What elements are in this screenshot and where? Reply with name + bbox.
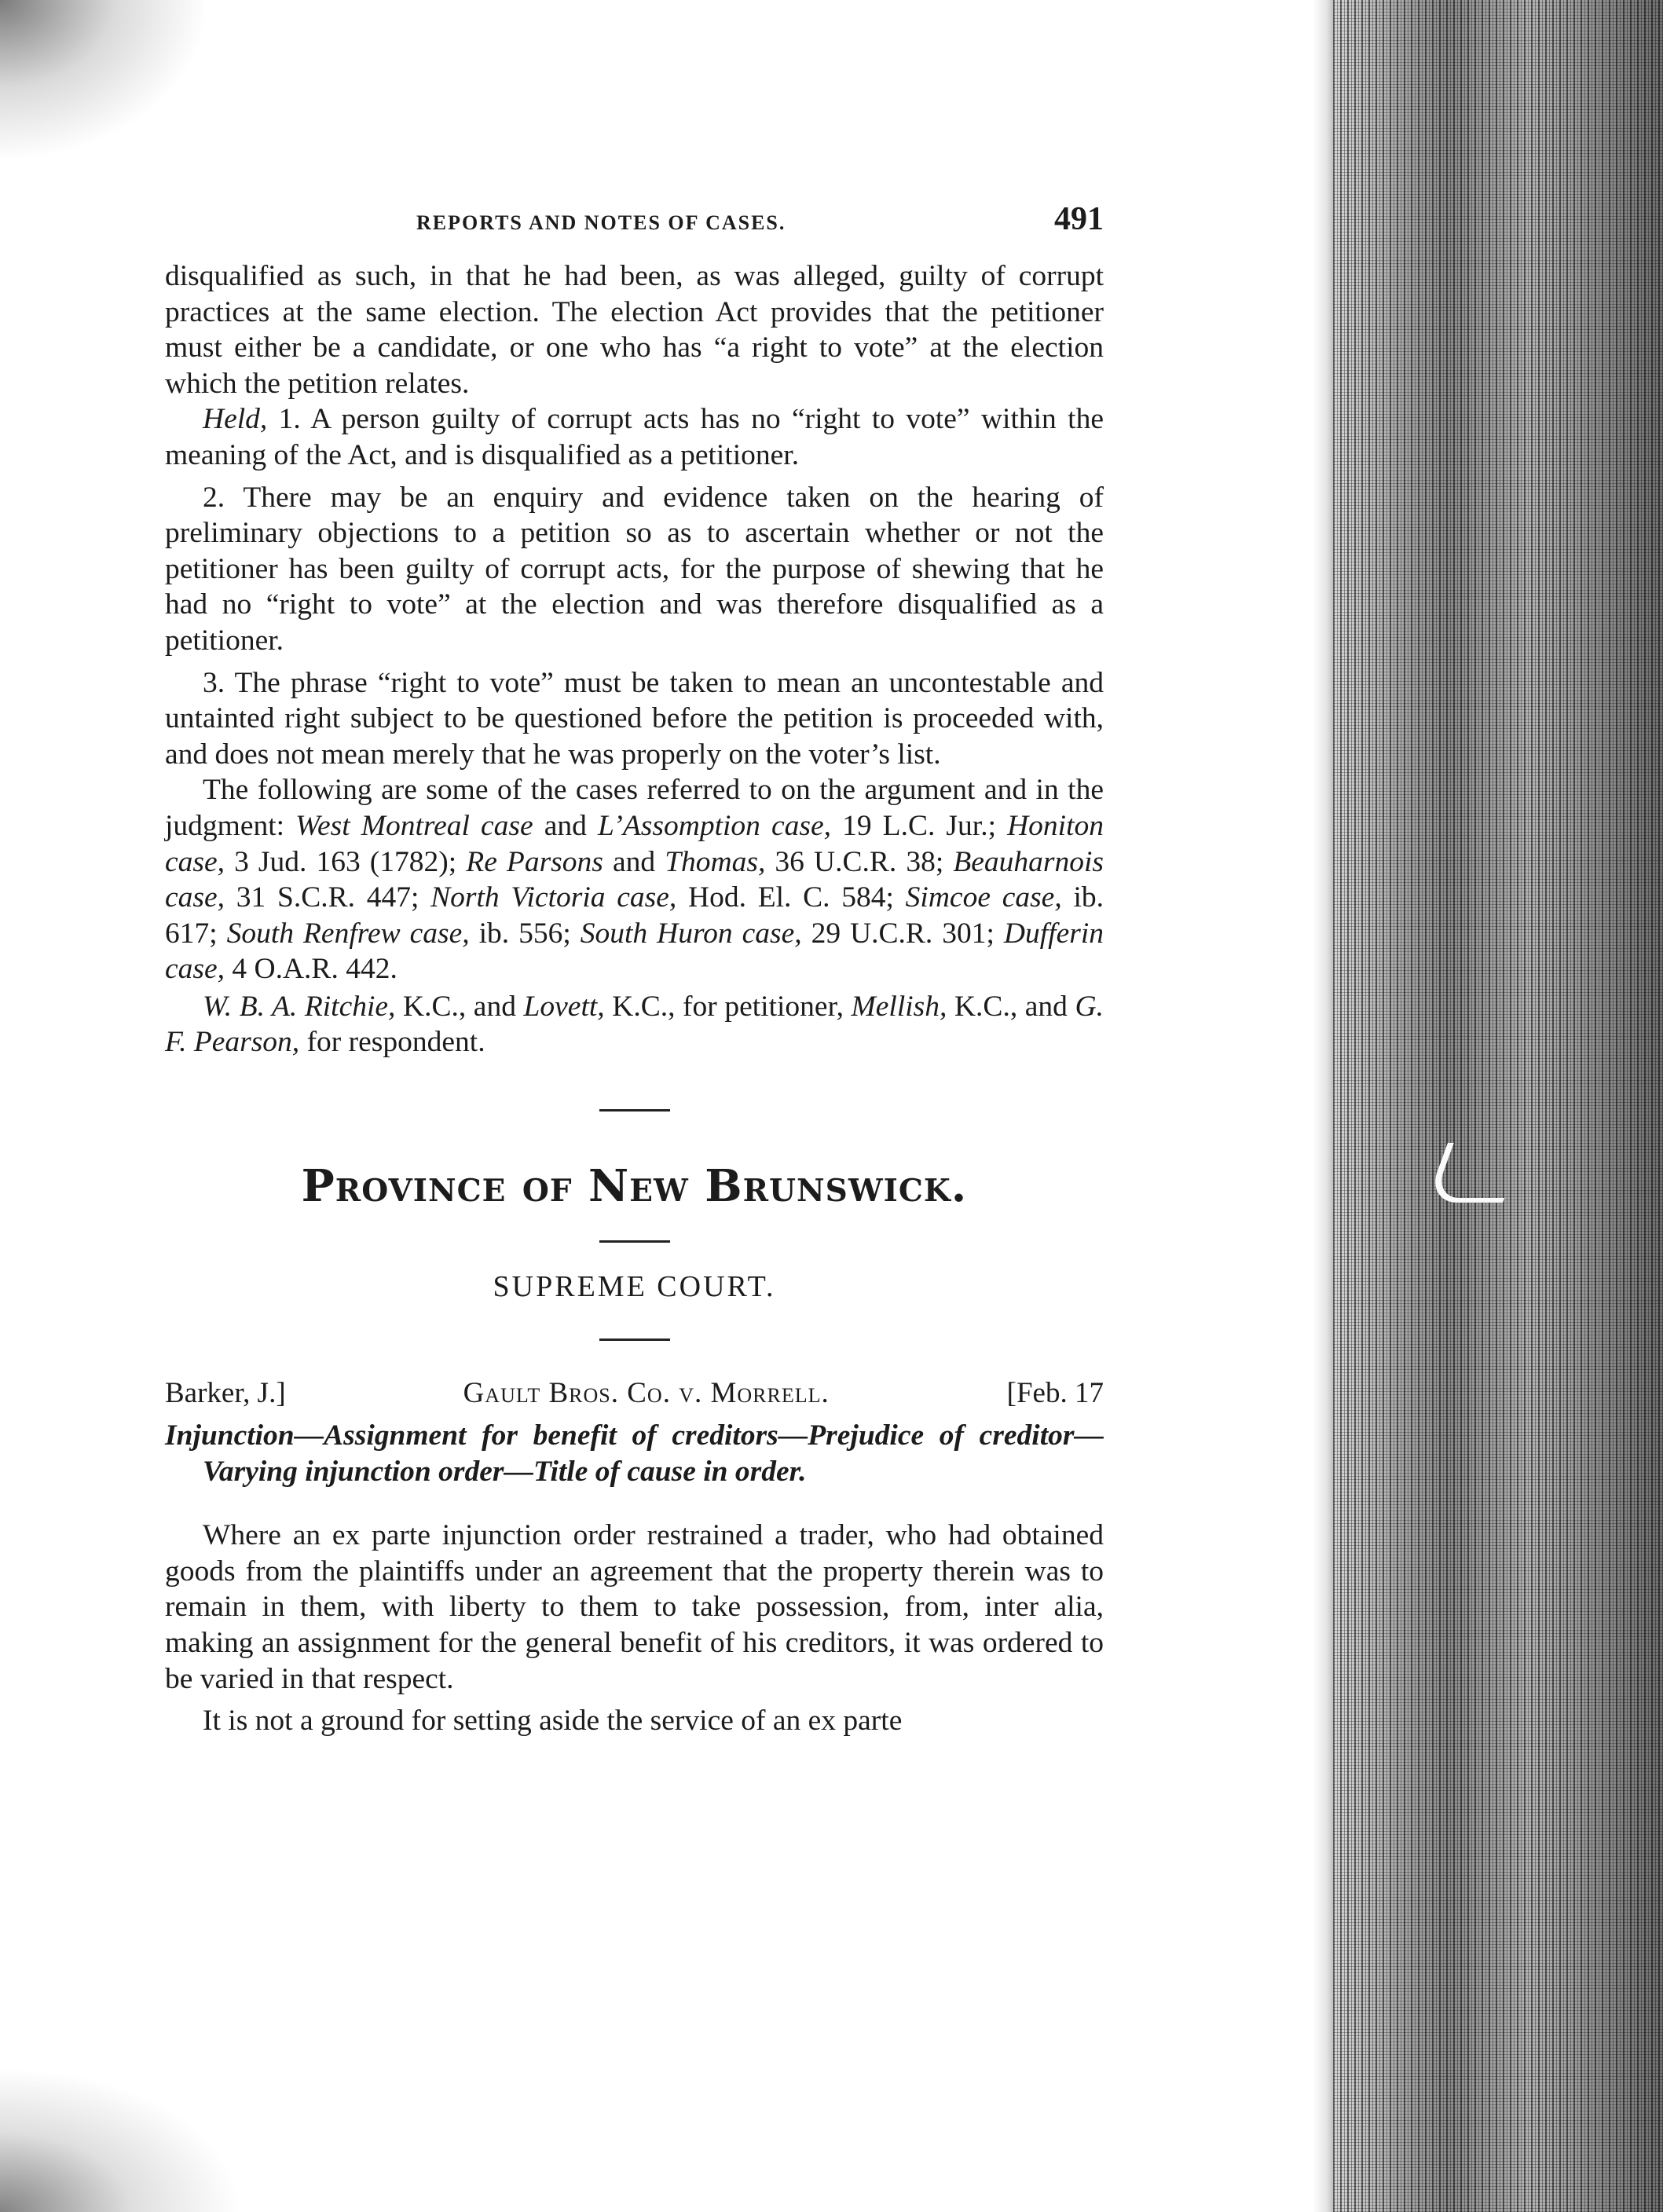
case-report-body: [165, 1518, 1104, 1739]
case-caption: [165, 1375, 1104, 1412]
scan-shadow-bottom-left: [0, 2071, 236, 2212]
case-citation: North Victoria case,: [430, 881, 677, 914]
document-page: [165, 200, 1104, 1739]
paragraph-cases-cited: [165, 772, 1104, 987]
counsel-text: K.C., and: [947, 990, 1075, 1023]
scanner-bed-edge: [1333, 0, 1663, 2212]
case-citation: L’Assomption case,: [597, 809, 831, 842]
case-citation: South Huron case,: [580, 917, 802, 950]
citation-text: 4 O.A.R. 442.: [225, 953, 397, 986]
section-rule: [599, 1109, 670, 1111]
paragraph-ex-parte-service: It is not a ground for setting aside the service of an ex parte: [203, 1705, 903, 1738]
citation-text: Hod. El. C. 584;: [676, 881, 906, 914]
case-citation: Thomas,: [665, 845, 766, 878]
counsel-name: Lovett,: [523, 990, 605, 1023]
case-citation: West Montreal case: [295, 809, 533, 842]
section-rule: [599, 1339, 670, 1341]
paragraph-held: [165, 401, 1104, 473]
citation-text: ib. 556;: [469, 917, 581, 950]
case-report-continued: [165, 258, 1104, 1060]
headnote: Injunction—Assignment for benefit of creditors—Prejudice of creditor—Varying injunction order—Title of cause in order.: [165, 1419, 1104, 1488]
case-parties: Gault Bros. Co. v. Morrell.: [463, 1377, 830, 1410]
counsel-text: for respondent.: [299, 1026, 485, 1059]
citation-text: 29 U.C.R. 301;: [801, 917, 1004, 950]
citation-text: and: [533, 809, 598, 842]
citation-text: and: [603, 845, 665, 878]
cases-intro: The following are some of the cases referred to on the argument and in the judgment:: [165, 774, 1104, 842]
case-citation: Dufferin case,: [165, 917, 1104, 986]
counsel-name: G. F. Pearson,: [165, 990, 1104, 1059]
paragraph-disqualified: disqualified as such, in that he had been, as was alleged, guilty of corrupt practices at the same election. The election Act provides that the petitioner must either be a candidate, or one who has “a right to vote” at the election which the petition relates.: [165, 260, 1104, 400]
case-judge: Barker, J.]: [165, 1377, 286, 1410]
court-heading: SUPREME COURT.: [493, 1270, 776, 1304]
counsel-text: K.C., for petitioner,: [604, 990, 852, 1023]
section-rule: [599, 1240, 670, 1243]
citation-text: 3 Jud. 163 (1782);: [225, 845, 467, 878]
case-citation: Beauharnois case,: [165, 845, 1104, 914]
case-citation: Simcoe case,: [905, 881, 1062, 914]
held-label: Held,: [203, 403, 268, 436]
case-date: [Feb. 17: [1006, 1377, 1104, 1410]
case-citation: Honiton case,: [165, 809, 1104, 878]
scan-shadow-top-left: [0, 0, 204, 157]
running-head-title: REPORTS AND NOTES OF CASES.: [416, 211, 786, 234]
counsel-text: K.C., and: [395, 990, 524, 1023]
paragraph-point-3: 3. The phrase “right to vote” must be taken to mean an uncontestable and untainted right subject to be questioned before the petition is proceeded with, and does not mean merely that he was properly on the voter’s list.: [165, 666, 1104, 771]
paragraph-ex-parte-order: Where an ex parte injunction order restrained a trader, who had obtained goods from the plaintiffs under an agreement that the property therein was to remain in them, with liberty to them to take possession, from, inter alia, making an assignment for the general benefit of his creditors, it was ordered to be varied in that respect.: [165, 1519, 1104, 1695]
case-citation: Re Parsons: [466, 845, 603, 878]
page-edge-shadow: [1313, 0, 1333, 2212]
running-head: [416, 200, 1104, 249]
paragraph-point-2: 2. There may be an enquiry and evidence taken on the hearing of preliminary objections to a petition so as to ascertain whether or not the petitioner has been guilty of corrupt acts, for the purpose of shewing that he had no “right to vote” at the election and was therefore disqualified as a petitioner.: [165, 481, 1104, 657]
paragraph-counsel: [165, 989, 1104, 1060]
held-text: 1. A person guilty of corrupt acts has no “right to vote” within the meaning of the Act, and is disqualified as a petitioner.: [165, 403, 1104, 471]
citation-text: ib. 617;: [165, 881, 1104, 950]
page-number: 491: [1054, 201, 1104, 237]
citation-text: 31 S.C.R. 447;: [225, 881, 431, 914]
counsel-name: W. B. A. Ritchie,: [203, 990, 396, 1023]
citation-text: 19 L.C. Jur.;: [831, 809, 1008, 842]
counsel-name: Mellish,: [851, 990, 947, 1023]
province-heading: Province of New Brunswick.: [301, 1160, 968, 1213]
case-citation: South Renfrew case,: [226, 917, 470, 950]
citation-text: 36 U.C.R. 38;: [765, 845, 954, 878]
